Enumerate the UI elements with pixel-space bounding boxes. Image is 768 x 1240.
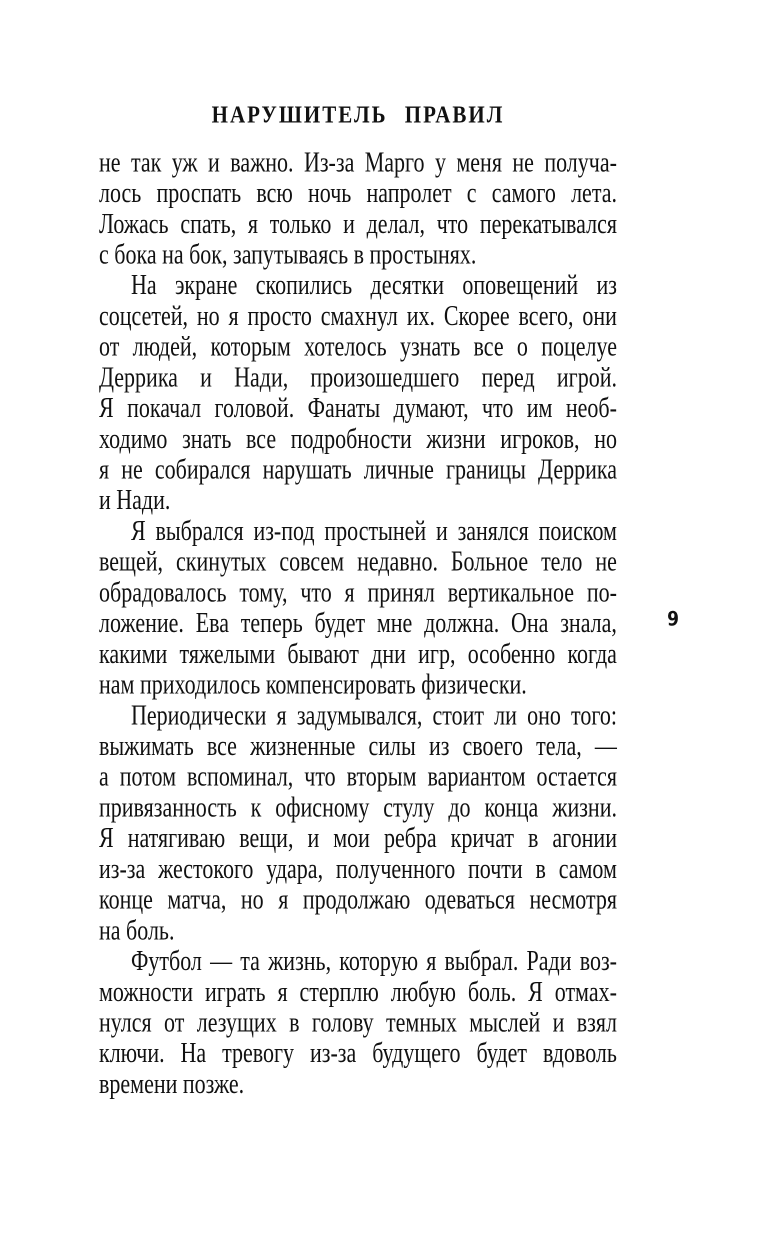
word: Марго bbox=[364, 145, 425, 178]
word: из bbox=[596, 268, 617, 301]
word: не bbox=[512, 145, 534, 178]
word: не bbox=[595, 545, 617, 578]
text-line bbox=[99, 178, 617, 209]
word: скинутых bbox=[175, 545, 267, 578]
text-line bbox=[99, 823, 617, 854]
word: людей, bbox=[132, 330, 198, 363]
word: жизни. bbox=[552, 790, 617, 823]
text-line bbox=[99, 546, 617, 577]
word: мои bbox=[333, 821, 370, 854]
word: так bbox=[130, 145, 162, 178]
word: выбрал. bbox=[444, 944, 519, 977]
word: знала, bbox=[560, 606, 617, 639]
word: нулся bbox=[99, 1005, 152, 1038]
word: из-за bbox=[310, 1036, 357, 1069]
word: необ- bbox=[565, 391, 617, 424]
word: меня bbox=[456, 145, 502, 178]
word: привязанность bbox=[99, 790, 237, 823]
word: только bbox=[269, 207, 332, 240]
word: проспать bbox=[156, 176, 242, 209]
text-line bbox=[99, 639, 617, 670]
word: в bbox=[289, 1005, 300, 1038]
word: им bbox=[526, 391, 553, 424]
word: всего, bbox=[518, 299, 574, 332]
word: и bbox=[200, 360, 212, 393]
word: я bbox=[276, 698, 287, 731]
word: одеваться bbox=[424, 883, 515, 915]
word: которую bbox=[339, 944, 419, 977]
word: Больное bbox=[450, 545, 529, 578]
word: можности bbox=[99, 975, 194, 1008]
word: и bbox=[307, 821, 320, 854]
word: стерплю bbox=[299, 975, 379, 1008]
word: я bbox=[228, 299, 239, 332]
word: я bbox=[247, 207, 259, 240]
word: жизни bbox=[426, 422, 486, 455]
word: все bbox=[206, 729, 237, 762]
word: игрой. bbox=[556, 360, 617, 393]
word: я bbox=[344, 575, 355, 608]
word: конце bbox=[99, 883, 153, 915]
text-line bbox=[99, 454, 617, 485]
word: смахнул bbox=[320, 299, 398, 332]
word: ключи. bbox=[99, 1036, 165, 1069]
word: принял bbox=[367, 575, 435, 608]
word: от bbox=[99, 330, 120, 363]
word: ходимо bbox=[99, 422, 168, 455]
word: та bbox=[240, 944, 260, 977]
word: Фанаты bbox=[307, 391, 381, 424]
word: своего bbox=[462, 729, 524, 762]
word: будет bbox=[476, 1036, 528, 1069]
word: тревогу bbox=[222, 1036, 295, 1069]
word: недавно. bbox=[357, 545, 438, 578]
word: Ева bbox=[195, 606, 230, 639]
word: совсем bbox=[279, 545, 345, 578]
text-line bbox=[99, 577, 617, 608]
word: самом bbox=[558, 852, 617, 885]
word: к bbox=[250, 790, 262, 823]
word: тому, bbox=[239, 575, 288, 608]
word: тяжелыми bbox=[179, 637, 276, 670]
word: с bbox=[466, 176, 477, 209]
word: делал, bbox=[366, 207, 425, 240]
text-line bbox=[99, 301, 617, 332]
word: Скорее bbox=[443, 299, 510, 332]
word: Периодически bbox=[131, 698, 267, 731]
word: бывают bbox=[287, 637, 359, 670]
word: не bbox=[99, 145, 121, 178]
text-line bbox=[99, 854, 617, 885]
word: лезущих bbox=[196, 1005, 277, 1038]
body-text bbox=[99, 147, 617, 1099]
word: подробности bbox=[290, 422, 412, 455]
word: занялся bbox=[457, 514, 529, 547]
word: вертикальное bbox=[447, 575, 574, 608]
word: полученного bbox=[335, 852, 456, 885]
word: но bbox=[196, 299, 220, 332]
word: вторым bbox=[346, 760, 417, 793]
word: о bbox=[516, 330, 528, 363]
word: произошедшего bbox=[310, 360, 460, 393]
word: взял bbox=[576, 1005, 617, 1038]
word: Нади, bbox=[234, 360, 289, 393]
text-line bbox=[99, 946, 617, 977]
word: ли bbox=[494, 698, 517, 731]
text-line bbox=[99, 362, 617, 393]
word: теперь bbox=[240, 606, 303, 639]
word: особенно bbox=[467, 637, 556, 670]
word: что bbox=[481, 391, 514, 424]
word: уж bbox=[171, 145, 198, 178]
text-line bbox=[99, 331, 617, 362]
word: получа- bbox=[544, 145, 617, 178]
word: Из-за bbox=[303, 145, 355, 178]
word: силы bbox=[368, 729, 416, 762]
word: Я bbox=[528, 975, 543, 1008]
word: которым bbox=[210, 330, 291, 363]
word: тела, bbox=[536, 729, 582, 762]
word: На bbox=[180, 1036, 207, 1069]
word: конца bbox=[484, 790, 539, 823]
word: что bbox=[300, 575, 332, 608]
word: продолжаю bbox=[302, 883, 411, 915]
word: На bbox=[131, 268, 157, 301]
text-line: на боль. bbox=[99, 913, 175, 946]
text-line: и Нади. bbox=[99, 483, 171, 516]
word: лета. bbox=[571, 176, 617, 209]
word: из-под bbox=[253, 514, 315, 547]
word: лось bbox=[99, 176, 142, 209]
text-line bbox=[99, 1007, 617, 1038]
word: играть bbox=[204, 975, 266, 1008]
word: всю bbox=[256, 176, 293, 209]
word: перекатывался bbox=[479, 207, 617, 240]
word: покачал bbox=[127, 391, 202, 424]
word: спать, bbox=[180, 207, 237, 240]
word: все bbox=[246, 422, 277, 455]
word: Ложась bbox=[99, 207, 169, 240]
word: дни bbox=[371, 637, 406, 670]
word: оно bbox=[527, 698, 561, 731]
word: того: bbox=[571, 698, 617, 731]
word: я bbox=[99, 452, 110, 485]
text-line: времени позже. bbox=[99, 1067, 245, 1100]
word: тело bbox=[541, 545, 583, 578]
word: Деррика bbox=[99, 360, 178, 393]
word: самого bbox=[491, 176, 556, 209]
text-line bbox=[99, 423, 617, 454]
word: матча, bbox=[167, 883, 227, 915]
word: ребра bbox=[383, 821, 437, 854]
word: нарушать bbox=[262, 452, 352, 485]
word: экране bbox=[174, 268, 238, 301]
word: будет bbox=[314, 606, 366, 639]
word: стулу bbox=[383, 790, 435, 823]
word: потом bbox=[119, 760, 177, 793]
word: их. bbox=[406, 299, 435, 332]
word: а bbox=[99, 760, 109, 793]
word: Деррика bbox=[538, 452, 617, 485]
word: натягиваю bbox=[127, 821, 226, 854]
word: когда bbox=[567, 637, 617, 670]
word: — bbox=[210, 944, 233, 977]
word: мне bbox=[376, 606, 413, 639]
word: до bbox=[448, 790, 471, 823]
text-line bbox=[99, 208, 617, 239]
word: из-за bbox=[99, 852, 146, 885]
text-line bbox=[99, 147, 617, 178]
word: несмотря bbox=[529, 883, 617, 915]
word: но bbox=[594, 422, 617, 455]
text-line bbox=[99, 792, 617, 823]
word: жизнь, bbox=[268, 944, 332, 977]
word: боль. bbox=[467, 975, 517, 1008]
word: соцсетей, bbox=[99, 299, 188, 332]
text-line bbox=[99, 393, 617, 424]
text-line bbox=[99, 884, 617, 915]
text-line bbox=[99, 761, 617, 792]
word: должна. bbox=[424, 606, 500, 639]
running-title: НАРУШИТЕЛЬ ПРАВИЛ bbox=[211, 100, 505, 129]
word: голову bbox=[311, 1005, 374, 1038]
word: будущего bbox=[372, 1036, 461, 1069]
word: узнать bbox=[399, 330, 461, 363]
word: оповещений bbox=[462, 268, 579, 301]
word: вспоминал, bbox=[187, 760, 294, 793]
word: они bbox=[582, 299, 617, 332]
word: десятки bbox=[370, 268, 444, 301]
word: перед bbox=[481, 360, 535, 393]
text-line bbox=[99, 516, 617, 547]
word: границы bbox=[446, 452, 526, 485]
word: кричат bbox=[450, 821, 515, 854]
word: не bbox=[121, 452, 143, 485]
word: и bbox=[552, 1005, 565, 1038]
word: вещей, bbox=[99, 545, 164, 578]
text-line bbox=[99, 976, 617, 1007]
word: темных bbox=[386, 1005, 457, 1038]
word: обрадовалось bbox=[99, 575, 227, 608]
text-line bbox=[99, 731, 617, 762]
word: простыней bbox=[324, 514, 427, 547]
word: поиском bbox=[538, 514, 617, 547]
word: что bbox=[436, 207, 469, 240]
word: я bbox=[426, 944, 437, 977]
word: жестокого bbox=[158, 852, 254, 885]
word: удара, bbox=[266, 852, 324, 885]
text-line bbox=[99, 700, 617, 731]
page-number: 9 bbox=[667, 608, 679, 631]
word: мыслей bbox=[469, 1005, 541, 1038]
word: отмах- bbox=[554, 975, 617, 1008]
word: важно. bbox=[230, 145, 294, 178]
word: хотелось bbox=[304, 330, 387, 363]
word: ложение. bbox=[99, 606, 184, 639]
word: игр, bbox=[418, 637, 456, 670]
word: воз- bbox=[579, 944, 617, 977]
word: собирался bbox=[154, 452, 251, 485]
word: все bbox=[473, 330, 504, 363]
word: поцелуе bbox=[541, 330, 617, 363]
word: вдоволь bbox=[542, 1036, 617, 1069]
word: Я bbox=[99, 391, 114, 424]
word: — bbox=[594, 729, 617, 762]
word: выбрался bbox=[155, 514, 244, 547]
word: и bbox=[343, 207, 355, 240]
word: любую bbox=[390, 975, 456, 1008]
word: я bbox=[278, 883, 289, 915]
word: я bbox=[277, 975, 288, 1008]
text-line bbox=[99, 270, 617, 301]
text-line bbox=[99, 608, 617, 639]
word: и bbox=[435, 514, 448, 547]
word: почти bbox=[468, 852, 523, 885]
word: думают, bbox=[393, 391, 469, 424]
word: выжимать bbox=[99, 729, 194, 762]
word: игроков, bbox=[500, 422, 580, 455]
word: стоит bbox=[432, 698, 484, 731]
word: Футбол bbox=[131, 944, 202, 977]
word: личные bbox=[363, 452, 434, 485]
word: в bbox=[535, 852, 546, 885]
word: скопились bbox=[255, 268, 353, 301]
word: и bbox=[208, 145, 220, 178]
word: Ради bbox=[526, 944, 572, 977]
word: Я bbox=[131, 514, 146, 547]
word: по- bbox=[586, 575, 617, 608]
word: задумывался, bbox=[296, 698, 423, 731]
word: жизненные bbox=[250, 729, 356, 762]
word: остается bbox=[536, 760, 617, 793]
word: вещи, bbox=[239, 821, 294, 854]
word: Я bbox=[99, 821, 114, 854]
word: знать bbox=[182, 422, 232, 455]
word: напролет bbox=[366, 176, 452, 209]
word: офисному bbox=[275, 790, 370, 823]
word: Она bbox=[511, 606, 549, 639]
word: у bbox=[434, 145, 446, 178]
text-line: нам приходилось компенсировать физически. bbox=[99, 667, 527, 700]
word: из bbox=[428, 729, 450, 762]
text-line bbox=[99, 1038, 617, 1069]
word: просто bbox=[247, 299, 312, 332]
word: в bbox=[528, 821, 539, 854]
word: от bbox=[164, 1005, 185, 1038]
word: ночь bbox=[308, 176, 352, 209]
word: что bbox=[304, 760, 336, 793]
word: головой. bbox=[214, 391, 295, 424]
word: какими bbox=[99, 637, 168, 670]
word: но bbox=[240, 883, 264, 915]
word: агонии bbox=[552, 821, 617, 854]
text-line: с бока на бок, запутываясь в простынях. bbox=[99, 237, 477, 270]
word: вариантом bbox=[427, 760, 526, 793]
